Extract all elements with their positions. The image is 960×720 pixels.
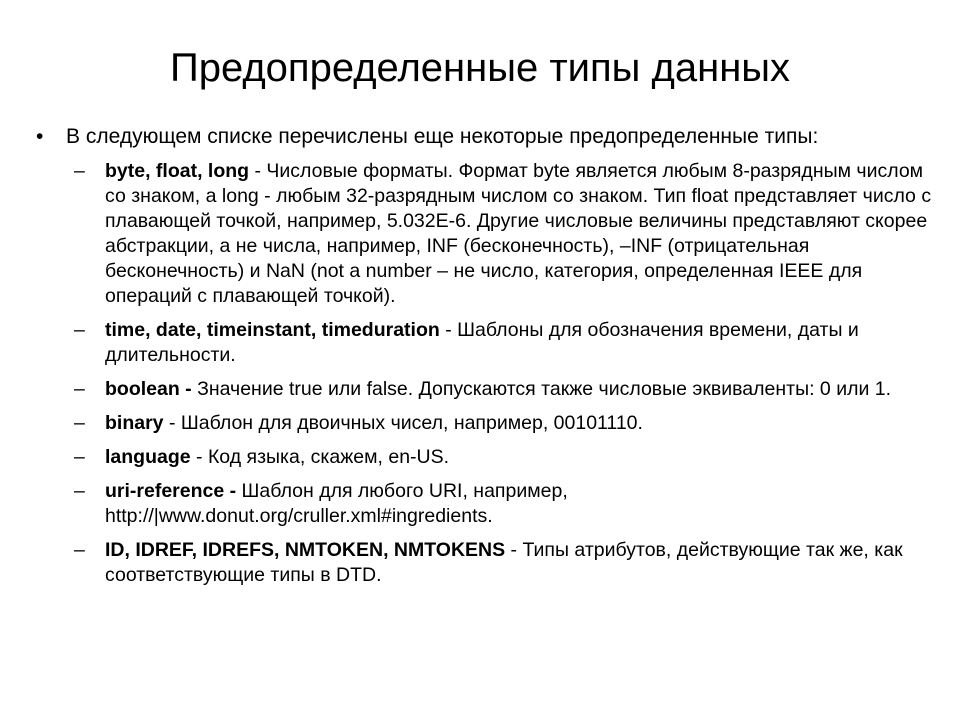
list-item <box>36 538 936 588</box>
intro-text: В следующем списке перечислены еще некоторые предопределенные типы: <box>66 125 819 148</box>
intro-bullet <box>36 124 936 149</box>
type-description: - Код языка, скажем, en-US. <box>190 446 450 468</box>
type-description: Шаблон для любого URI, например, http://|www.donut.org/cruller.xml#ingredients. <box>105 480 568 527</box>
dash-marker: – <box>74 319 85 341</box>
type-description: - Числовые форматы. Формат byte является любым 8-разрядным числом со знаком, а long - любым 32-разрядным числом со знаком. Тип float представляет число с плавающей точкой, например, 5.032E-6. Другие числовые величины представляют скорее абстракции, а не числа, например, INF (бесконечность), –INF (отрицательная бесконечность) и NaN (not a number – не число, категория, определенная IEEE для операций с плавающей точкой). <box>105 160 932 307</box>
list-item <box>36 445 936 470</box>
type-description: - Шаблоны для обозначения времени, даты и длительности. <box>105 319 859 366</box>
dash-marker: – <box>74 446 85 468</box>
dash-marker: – <box>74 539 85 561</box>
list-item <box>36 479 936 529</box>
list-item <box>36 377 936 402</box>
type-term: uri-reference - <box>105 480 237 502</box>
type-term: boolean - <box>105 378 192 400</box>
type-term: time, date, timeinstant, timeduration <box>105 319 440 341</box>
slide-title: Предопределенные типы данных <box>169 46 791 90</box>
dash-marker: – <box>74 412 85 434</box>
dash-marker: – <box>74 160 85 182</box>
slide-body <box>36 124 936 597</box>
list-item <box>36 159 936 309</box>
type-term: language <box>105 446 191 468</box>
list-item <box>36 411 936 436</box>
list-item <box>36 318 936 368</box>
dash-marker: – <box>74 378 85 400</box>
type-list <box>36 159 936 588</box>
type-term: byte, float, long <box>105 160 250 182</box>
dash-marker: – <box>74 480 85 502</box>
type-term: binary <box>105 412 164 434</box>
type-description: - Типы атрибутов, действующие так же, как соответствующие типы в DTD. <box>105 539 903 586</box>
type-description: Значение true или false. Допускаются также числовые эквиваленты: 0 или 1. <box>191 378 892 400</box>
bullet-marker: • <box>36 125 44 148</box>
type-term: ID, IDREF, IDREFS, NMTOKEN, NMTOKENS <box>105 539 506 561</box>
type-description: - Шаблон для двоичных чисел, например, 00101110. <box>163 412 643 434</box>
